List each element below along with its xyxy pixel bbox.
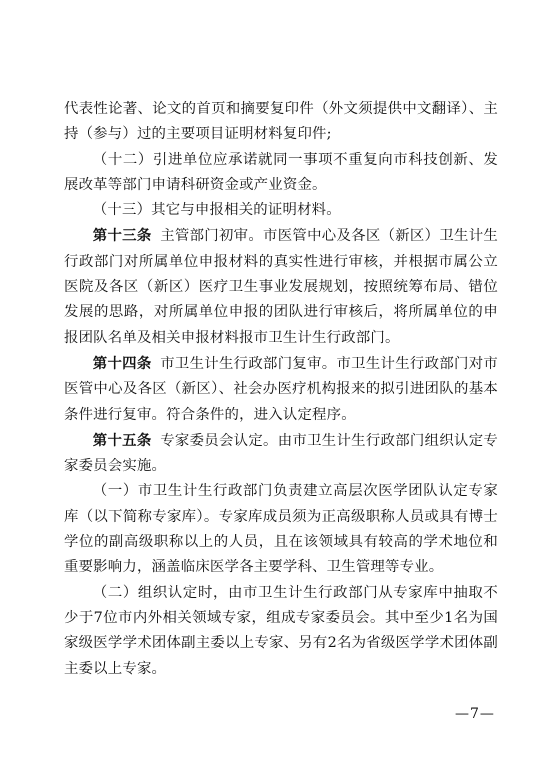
paragraph-item-12 [64,148,498,199]
paragraph-text: （十二）引进单位应承诺就同一事项不重复向市科技创新、发展改革等部门申请科研资金或产业资金。 [64,151,498,193]
article-13 [64,223,498,350]
paragraph-text: 主管部门初审。市医管中心及各区（新区）卫生计生行政部门对所属单位申报材料的真实性进行审核，并根据市属公立医院及各区（新区）医疗卫生事业发展规划，按照统筹布局、错位发展的思路，对所属单位申报的团队进行审核后，将所属单位的申报团队名单及相关申报材料报市卫生计生行政部门。 [64,228,498,346]
paragraph-text: 代表性论著、论文的首页和摘要复印件（外文须提供中文翻译）、主持（参与）过的主要项目证明材料复印件; [64,101,498,143]
paragraph-item-1 [64,479,498,580]
paragraph-continuation [64,97,498,148]
article-number: 第十五条 [92,431,152,449]
paragraph-text: 市卫生计生行政部门复审。市卫生计生行政部门对市医管中心及各区（新区）、社会办医疗机构报来的拟引进团队的基本条件进行复审。符合条件的，进入认定程序。 [64,355,498,423]
paragraph-item-2 [64,581,498,682]
article-14 [64,351,498,428]
article-15 [64,428,498,480]
paragraph-text: （二）组织认定时，由市卫生计生行政部门从专家库中抽取不少于7位市内外相关领域专家，组成专家委员会。其中至少1名为国家级医学学术团体副主委以上专家、另有2名为省级医学学术团体副主委以上专家。 [64,584,498,677]
article-number: 第十四条 [92,354,152,372]
page-number: —7— [455,706,495,722]
document-body [64,97,498,682]
paragraph-item-13 [64,198,498,223]
article-number: 第十三条 [92,227,152,245]
paragraph-text: 专家委员会认定。由市卫生计生行政部门组织认定专家委员会实施。 [64,432,498,475]
paragraph-text: （十三）其它与申报相关的证明材料。 [92,202,341,219]
paragraph-text: （一）市卫生计生行政部门负责建立高层次医学团队认定专家库（以下简称专家库）。专家库成员须为正高级职称人员或具有博士学位的副高级职称以上的人员，且在该领域具有较高的学术地位和重要影响力，涵盖临床医学各主要学科、卫生管理等专业。 [64,483,498,576]
